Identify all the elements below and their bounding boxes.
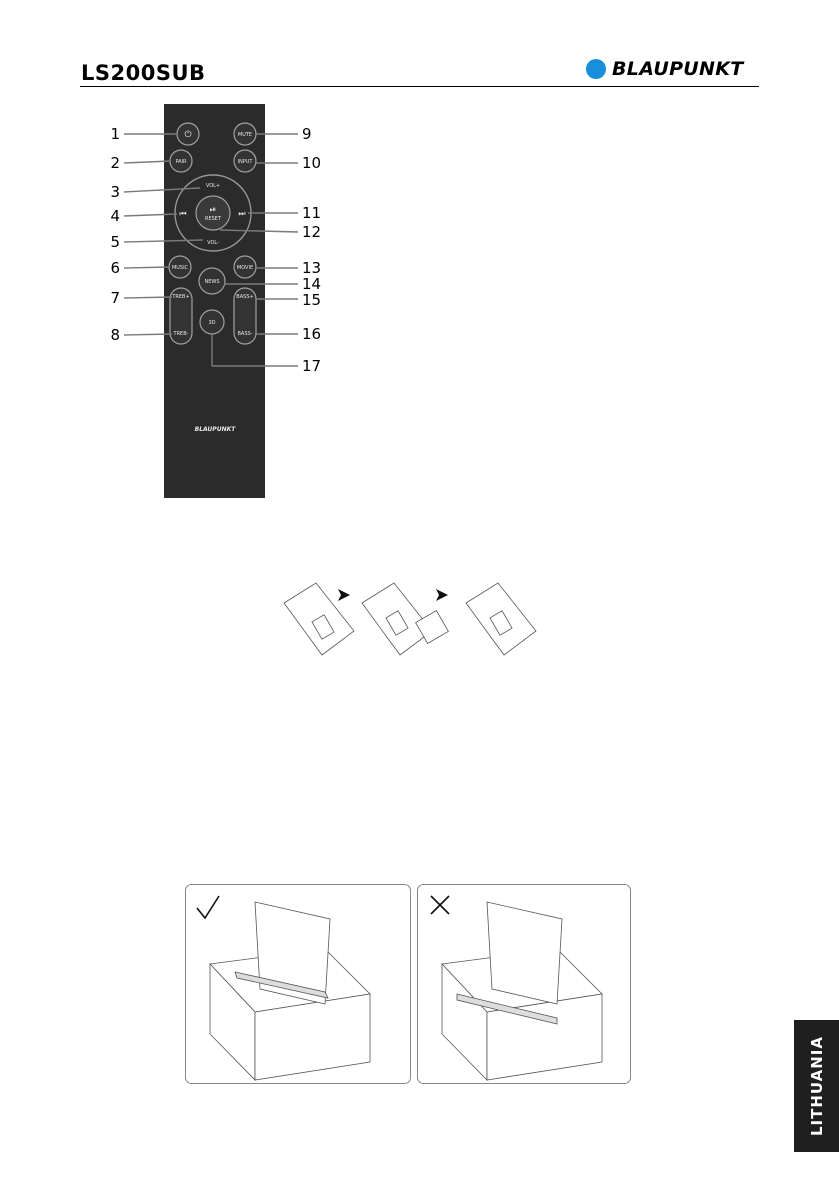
vol-down-label: VOL- [207, 240, 219, 246]
model-title: LS200SUB [81, 61, 206, 85]
language-side-tab [794, 1020, 839, 1152]
callout-5: 5 [110, 233, 120, 251]
play-pause-icon: ⏯ [209, 205, 217, 214]
brand-dot-icon [586, 59, 606, 79]
mute-label: MUTE [237, 132, 253, 138]
callout-2: 2 [110, 154, 120, 172]
reset-label: RESET [204, 216, 222, 222]
bass-down-label: BASS- [237, 331, 253, 337]
battery-steps-illustration [270, 575, 540, 665]
callout-11: 11 [302, 204, 322, 222]
placement-wrong-illustration [417, 884, 631, 1084]
arrow-right-icon-2 [436, 589, 448, 601]
next-icon: ⏭ [238, 209, 246, 218]
news-label: NEWS [204, 279, 220, 285]
callout-7: 7 [110, 289, 120, 307]
pair-label: PAIR [175, 159, 187, 165]
input-label: INPUT [237, 159, 253, 165]
header-divider [80, 86, 759, 87]
remote-illustration [0, 100, 400, 505]
callout-4: 4 [110, 207, 120, 225]
prev-icon: ⏮ [179, 209, 187, 218]
callout-8: 8 [110, 326, 120, 344]
step2-battery-icon [386, 611, 408, 635]
brand-logo [586, 58, 744, 80]
arrow-right-icon [338, 589, 350, 601]
step3-battery-icon [490, 611, 512, 635]
step1-battery-icon [312, 615, 334, 639]
3d-label: 3D [208, 320, 216, 326]
vol-up-label: VOL+ [205, 183, 221, 189]
tv-screen-2 [487, 902, 562, 1004]
movie-label: MOVIE [236, 265, 254, 271]
callout-1: 1 [110, 125, 120, 143]
music-label: MUSIC [171, 265, 189, 271]
language-label: LITHUANIA [807, 1036, 826, 1136]
power-icon: ⏻ [184, 130, 192, 140]
bass-up-label: BASS+ [236, 294, 254, 300]
placement-correct-illustration [185, 884, 411, 1084]
treble-down-label: TREB- [173, 331, 189, 337]
callout-17: 17 [302, 357, 322, 375]
callout-10: 10 [302, 154, 322, 172]
callout-13: 13 [302, 259, 322, 277]
callout-16: 16 [302, 325, 322, 343]
treble-up-label: TREB+ [172, 294, 190, 300]
callout-6: 6 [110, 259, 120, 277]
callout-3: 3 [110, 183, 120, 201]
callout-9: 9 [302, 125, 312, 143]
callout-14: 14 [302, 275, 322, 293]
brand-name: BLAUPUNKT [612, 58, 744, 80]
callout-15: 15 [302, 291, 322, 309]
remote-brand-label: BLAUPUNKT [194, 426, 236, 433]
step2-cover-icon [416, 611, 449, 644]
callout-12: 12 [302, 223, 322, 241]
